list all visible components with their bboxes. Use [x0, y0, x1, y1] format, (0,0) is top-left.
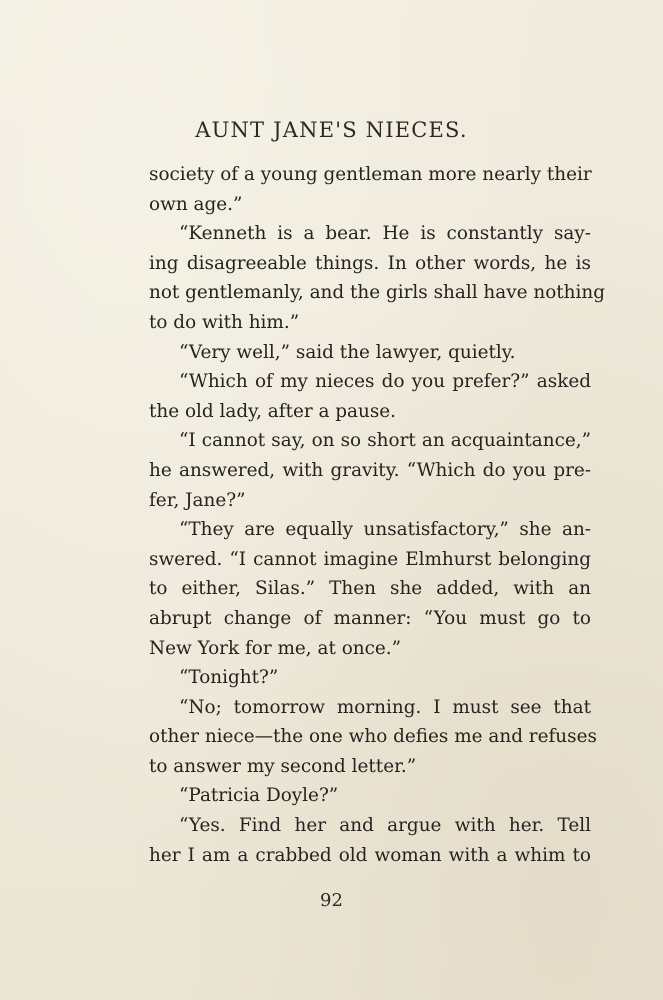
running-head: AUNT JANE'S NIECES. [195, 118, 468, 142]
text-line: “No; tomorrow morning. I must see that [179, 696, 591, 718]
text-line: “Tonight?” [179, 667, 279, 689]
text-line: the old lady, after a pause. [149, 400, 397, 422]
text-line: he answered, with gravity. “Which do you pre- [149, 459, 591, 481]
text-line: abrupt change of manner: “You must go to [149, 607, 591, 629]
text-line: to do with him.” [149, 311, 300, 333]
page-number: 92 [320, 890, 343, 911]
text-line: “Kenneth is a bear. He is constantly say- [179, 223, 591, 245]
text-line: “Very well,” said the lawyer, quietly. [179, 341, 516, 363]
text-line: fer, Jane?” [149, 489, 246, 511]
text-line: other niece—the one who defies me and refuses [149, 726, 597, 748]
text-line: “I cannot say, on so short an acquaintance,” [179, 430, 591, 452]
text-line: “Which of my nieces do you prefer?” asked [179, 371, 591, 393]
text-line: to answer my second letter.” [149, 755, 417, 777]
text-line: “Yes. Find her and argue with her. Tell [179, 815, 591, 837]
text-line: not gentlemanly, and the girls shall have nothing [149, 282, 606, 304]
text-line: society of a young gentleman more nearly their [149, 164, 592, 185]
text-line: swered. “I cannot imagine Elmhurst belonging [149, 548, 591, 570]
text-line: “They are equally unsatisfactory,” she an- [179, 519, 591, 541]
text-line: New York for me, at once.” [149, 637, 402, 659]
text-line: her I am a crabbed old woman with a whim to [149, 844, 591, 866]
text-line: ing disagreeable things. In other words, he is [149, 252, 591, 274]
text-line: own age.” [149, 193, 243, 215]
text-line: “Patricia Doyle?” [179, 785, 339, 807]
text-line: to either, Silas.” Then she added, with an [149, 578, 591, 600]
body-text [149, 160, 606, 870]
